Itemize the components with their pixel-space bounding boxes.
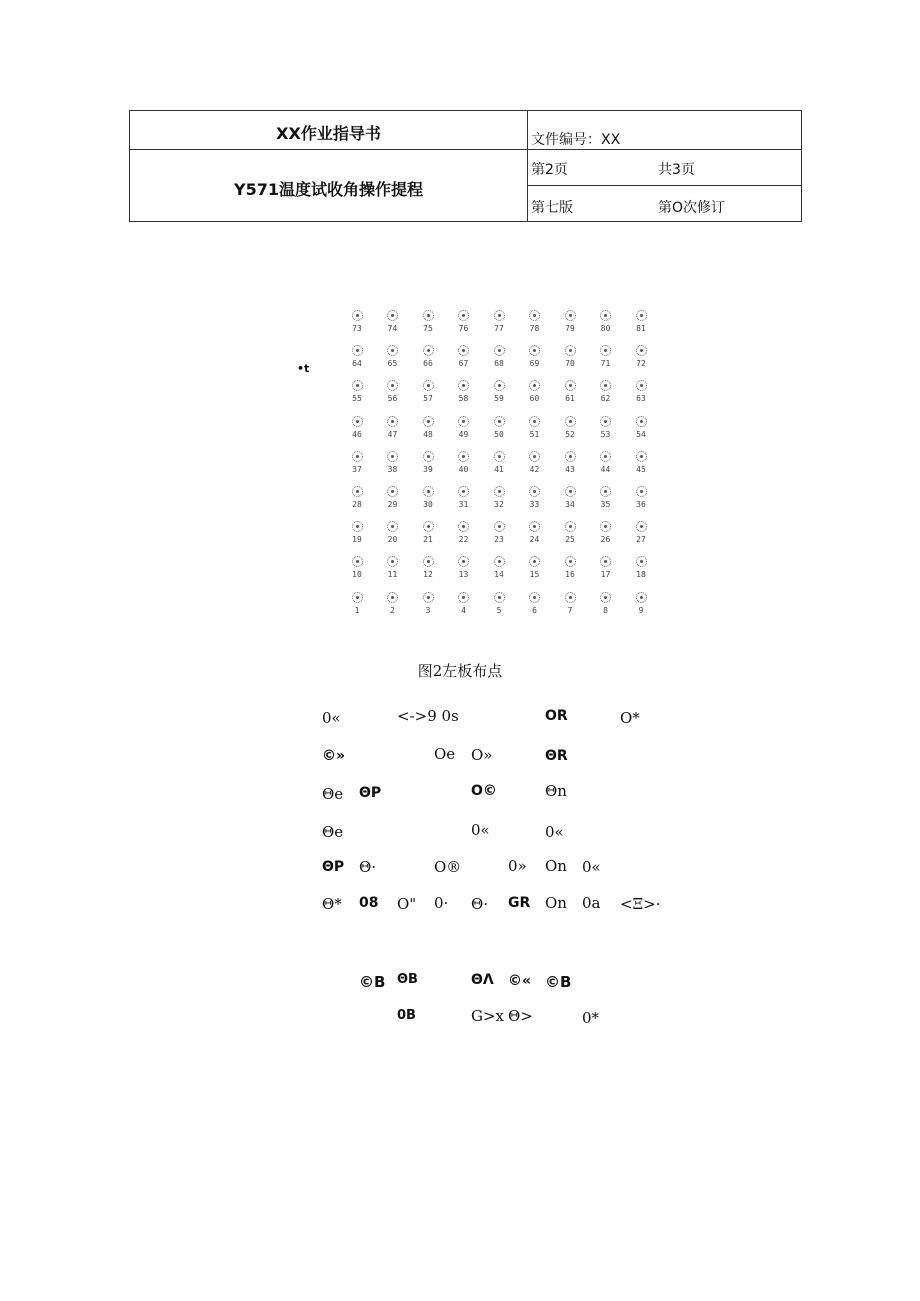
table-divider: [527, 149, 801, 150]
symbol-text: Oe: [434, 745, 456, 763]
target-circle-icon: [387, 345, 398, 356]
symbol-text: ©»: [322, 748, 346, 764]
point-number: 60: [529, 394, 540, 404]
point-number: 59: [494, 394, 504, 404]
point-number: 52: [565, 429, 575, 439]
measurement-point: [446, 451, 482, 474]
target-circle-icon: [458, 345, 469, 356]
measurement-point: [375, 310, 411, 333]
point-number: 37: [352, 464, 362, 474]
target-circle-icon: [600, 486, 611, 497]
point-number: 77: [494, 324, 504, 333]
target-circle-icon: [529, 451, 540, 462]
target-circle-icon: [636, 416, 647, 427]
measurement-point: [339, 416, 375, 439]
point-number: 54: [636, 429, 646, 439]
target-circle-icon: [458, 486, 469, 497]
point-number: 45: [636, 464, 646, 474]
symbol-text: Θe: [322, 785, 344, 803]
target-circle-icon: [636, 521, 647, 532]
target-circle-icon: [387, 486, 398, 497]
point-number: 55: [352, 394, 362, 404]
point-number: 75: [423, 324, 433, 333]
target-circle-icon: [387, 310, 398, 321]
symbol-text: 08: [359, 895, 379, 911]
point-number: 71: [600, 359, 611, 369]
symbol-text: 0B: [397, 1008, 416, 1023]
point-number: 2: [390, 605, 395, 615]
point-number: 72: [636, 359, 646, 369]
target-circle-icon: [458, 310, 469, 321]
point-number: 68: [494, 359, 504, 369]
target-circle-icon: [494, 416, 505, 427]
point-number: 56: [387, 394, 398, 404]
target-circle-icon: [423, 592, 434, 603]
symbol-text: ΘR: [545, 748, 568, 764]
measurement-point: [623, 451, 659, 474]
point-number: 74: [387, 324, 398, 333]
measurement-point: [552, 416, 588, 439]
point-number: 33: [529, 500, 540, 509]
measurement-point: [481, 416, 517, 439]
target-circle-icon: [600, 345, 611, 356]
target-circle-icon: [600, 416, 611, 427]
point-number: 1: [354, 605, 360, 615]
point-number: 22: [458, 535, 469, 545]
symbol-text: 0·: [434, 894, 449, 912]
measurement-point: [481, 592, 517, 615]
measurement-point: [339, 380, 375, 403]
target-circle-icon: [494, 451, 505, 462]
point-number: 10: [352, 570, 362, 580]
point-number: 57: [423, 394, 433, 404]
point-number: 43: [565, 464, 575, 474]
symbol-text: 0«: [582, 858, 601, 876]
target-circle-icon: [565, 380, 576, 391]
procedure-title: Y571温度试收角操作提程: [234, 180, 423, 199]
target-circle-icon: [494, 592, 505, 603]
point-number: 41: [494, 464, 504, 474]
target-circle-icon: [636, 310, 647, 321]
measurement-point: [410, 521, 446, 544]
symbol-text: O®: [434, 858, 462, 876]
point-number: 67: [458, 359, 469, 369]
symbol-text: O": [397, 895, 417, 913]
point-number: 31: [458, 500, 469, 509]
table-divider: [527, 185, 801, 186]
measurement-point: [446, 416, 482, 439]
measurement-point: [446, 310, 482, 333]
target-circle-icon: [565, 486, 576, 497]
measurement-point: [410, 486, 446, 509]
measurement-point: [588, 521, 624, 544]
header-table: [129, 110, 802, 222]
revision: 第O次修订: [658, 200, 726, 216]
symbol-text: 0«: [545, 823, 564, 841]
measurement-point: [410, 416, 446, 439]
measurement-point: [588, 592, 624, 615]
symbol-text: G>x: [471, 1007, 505, 1025]
measurement-point: [517, 451, 553, 474]
point-number: 26: [600, 535, 611, 545]
point-number: 49: [458, 429, 469, 439]
point-number: 79: [565, 324, 575, 333]
symbol-text: ΘΛ: [471, 972, 494, 988]
target-circle-icon: [565, 451, 576, 462]
symbol-text: On: [545, 857, 567, 875]
measurement-point: [517, 416, 553, 439]
symbol-text: <->9 0s: [397, 707, 459, 725]
measurement-point: [339, 556, 375, 579]
measurement-point: [375, 556, 411, 579]
target-circle-icon: [565, 521, 576, 532]
point-number: 50: [494, 429, 504, 439]
symbol-text: ΘB: [397, 972, 418, 987]
point-number: 9: [638, 605, 644, 615]
measurement-point: [446, 592, 482, 615]
target-circle-icon: [529, 486, 540, 497]
point-number: 24: [529, 535, 540, 545]
target-circle-icon: [423, 521, 434, 532]
point-number: 61: [565, 394, 575, 404]
target-circle-icon: [423, 486, 434, 497]
measurement-point: [375, 380, 411, 403]
measurement-point: [375, 416, 411, 439]
symbol-text: <Ξ>·: [620, 895, 661, 913]
point-number: 38: [387, 464, 398, 474]
measurement-point: [375, 592, 411, 615]
measurement-point: [410, 451, 446, 474]
point-number: 7: [567, 605, 573, 615]
measurement-point: [623, 521, 659, 544]
measurement-point: [623, 345, 659, 368]
point-number: 8: [603, 605, 608, 615]
point-number: 48: [423, 429, 433, 439]
symbol-text: OR: [545, 708, 568, 724]
symbol-text: Θ·: [471, 895, 489, 913]
target-circle-icon: [352, 310, 363, 321]
symbol-text: O*: [620, 709, 640, 727]
measurement-point: [410, 345, 446, 368]
target-circle-icon: [600, 380, 611, 391]
measurement-point: [481, 345, 517, 368]
measurement-point: [375, 521, 411, 544]
point-number: 32: [494, 500, 504, 509]
symbol-text: ΘP: [359, 785, 382, 801]
target-circle-icon: [458, 380, 469, 391]
point-number: 40: [458, 464, 469, 474]
target-circle-icon: [494, 380, 505, 391]
target-circle-icon: [529, 521, 540, 532]
measurement-point: [517, 521, 553, 544]
target-circle-icon: [387, 592, 398, 603]
point-number: 69: [529, 359, 540, 369]
target-circle-icon: [423, 556, 434, 567]
measurement-point: [446, 380, 482, 403]
target-circle-icon: [387, 451, 398, 462]
measurement-point: [552, 556, 588, 579]
point-number: 23: [494, 535, 504, 545]
measurement-point: [517, 556, 553, 579]
measurement-point: [339, 521, 375, 544]
measurement-point-grid: [339, 310, 659, 626]
target-circle-icon: [494, 521, 505, 532]
symbol-text: 0«: [322, 709, 341, 727]
point-number: 6: [532, 605, 537, 615]
measurement-point: [552, 592, 588, 615]
target-circle-icon: [458, 416, 469, 427]
target-circle-icon: [352, 451, 363, 462]
symbol-text: 0*: [582, 1009, 600, 1027]
target-circle-icon: [494, 556, 505, 567]
measurement-point: [588, 416, 624, 439]
target-circle-icon: [458, 592, 469, 603]
symbol-text: ©B: [545, 973, 572, 991]
measurement-point: [623, 556, 659, 579]
point-number: 65: [387, 359, 398, 369]
measurement-point: [588, 556, 624, 579]
target-circle-icon: [387, 416, 398, 427]
point-number: 47: [387, 429, 398, 439]
point-number: 5: [496, 605, 502, 615]
table-divider: [527, 111, 528, 221]
target-circle-icon: [600, 310, 611, 321]
point-number: 44: [600, 464, 611, 474]
side-mark: •t: [297, 362, 310, 375]
target-circle-icon: [352, 380, 363, 391]
measurement-point: [446, 521, 482, 544]
target-circle-icon: [458, 556, 469, 567]
target-circle-icon: [494, 486, 505, 497]
point-number: 17: [600, 570, 611, 580]
target-circle-icon: [565, 556, 576, 567]
point-number: 58: [458, 394, 469, 404]
target-circle-icon: [636, 380, 647, 391]
measurement-point: [552, 521, 588, 544]
edition: 第七版: [531, 200, 573, 216]
point-number: 20: [387, 535, 398, 545]
point-number: 64: [352, 359, 362, 369]
symbol-text: Θn: [545, 782, 567, 800]
doc-number: 文件编号：XX: [531, 132, 621, 148]
measurement-point: [552, 451, 588, 474]
target-circle-icon: [636, 486, 647, 497]
measurement-point: [588, 380, 624, 403]
symbol-text: On: [545, 894, 567, 912]
measurement-point: [517, 592, 553, 615]
target-circle-icon: [423, 380, 434, 391]
point-number: 53: [600, 429, 611, 439]
symbol-text: 0«: [471, 821, 490, 839]
point-number: 35: [600, 500, 611, 509]
measurement-point: [410, 310, 446, 333]
point-number: 3: [425, 605, 431, 615]
target-circle-icon: [565, 345, 576, 356]
point-number: 73: [352, 324, 362, 333]
target-circle-icon: [423, 345, 434, 356]
measurement-point: [446, 556, 482, 579]
target-circle-icon: [565, 416, 576, 427]
point-number: 81: [636, 324, 646, 333]
point-number: 11: [387, 570, 398, 580]
target-circle-icon: [529, 556, 540, 567]
point-number: 78: [529, 324, 540, 333]
measurement-point: [517, 486, 553, 509]
point-number: 25: [565, 535, 575, 545]
target-circle-icon: [529, 592, 540, 603]
measurement-point: [481, 380, 517, 403]
measurement-point: [446, 486, 482, 509]
measurement-point: [339, 310, 375, 333]
measurement-point: [623, 592, 659, 615]
page-total: 共3页: [658, 162, 695, 178]
target-circle-icon: [352, 592, 363, 603]
target-circle-icon: [387, 521, 398, 532]
target-circle-icon: [600, 521, 611, 532]
figure-caption: 图2左板布点: [417, 662, 503, 680]
doc-title: XX作业指导书: [276, 124, 381, 143]
measurement-point: [588, 310, 624, 333]
point-number: 70: [565, 359, 575, 369]
measurement-point: [339, 345, 375, 368]
target-circle-icon: [636, 345, 647, 356]
measurement-point: [623, 486, 659, 509]
point-number: 34: [565, 500, 575, 509]
measurement-point: [339, 451, 375, 474]
point-number: 63: [636, 394, 646, 404]
point-number: 14: [494, 570, 504, 580]
point-number: 62: [600, 394, 611, 404]
point-number: 28: [352, 500, 362, 509]
point-number: 46: [352, 429, 362, 439]
target-circle-icon: [458, 521, 469, 532]
measurement-point: [552, 345, 588, 368]
measurement-point: [481, 556, 517, 579]
symbol-text: Θe: [322, 823, 344, 841]
target-circle-icon: [423, 310, 434, 321]
target-circle-icon: [600, 451, 611, 462]
point-number: 19: [352, 535, 362, 545]
measurement-point: [552, 310, 588, 333]
measurement-point: [517, 310, 553, 333]
measurement-point: [552, 380, 588, 403]
symbol-text: Θ·: [359, 858, 377, 876]
point-number: 39: [423, 464, 433, 474]
target-circle-icon: [352, 521, 363, 532]
symbol-text: Θ*: [322, 895, 342, 913]
target-circle-icon: [529, 310, 540, 321]
measurement-point: [481, 310, 517, 333]
target-circle-icon: [352, 556, 363, 567]
measurement-point: [410, 556, 446, 579]
point-number: 18: [636, 570, 646, 580]
page-number: 第2页: [531, 162, 568, 178]
measurement-point: [375, 345, 411, 368]
measurement-point: [588, 451, 624, 474]
target-circle-icon: [387, 556, 398, 567]
measurement-point: [623, 416, 659, 439]
target-circle-icon: [600, 556, 611, 567]
target-circle-icon: [529, 345, 540, 356]
point-number: 12: [423, 570, 433, 580]
measurement-point: [588, 345, 624, 368]
target-circle-icon: [423, 416, 434, 427]
target-circle-icon: [565, 310, 576, 321]
point-number: 4: [461, 605, 466, 615]
target-circle-icon: [636, 592, 647, 603]
point-number: 42: [529, 464, 540, 474]
point-number: 51: [529, 429, 540, 439]
measurement-point: [517, 345, 553, 368]
measurement-point: [375, 451, 411, 474]
target-circle-icon: [352, 486, 363, 497]
measurement-point: [339, 486, 375, 509]
point-number: 16: [565, 570, 575, 580]
target-circle-icon: [494, 345, 505, 356]
target-circle-icon: [387, 380, 398, 391]
symbol-text: ©«: [508, 973, 532, 989]
symbol-text: Θ>: [508, 1007, 533, 1025]
target-circle-icon: [600, 592, 611, 603]
target-circle-icon: [458, 451, 469, 462]
symbol-text: 0a: [582, 894, 601, 912]
point-number: 36: [636, 500, 646, 509]
measurement-point: [623, 380, 659, 403]
point-number: 27: [636, 535, 646, 545]
target-circle-icon: [352, 345, 363, 356]
measurement-point: [481, 486, 517, 509]
symbol-text: 0»: [508, 857, 527, 875]
measurement-point: [481, 451, 517, 474]
point-number: 15: [529, 570, 540, 580]
measurement-point: [517, 380, 553, 403]
point-number: 21: [423, 535, 433, 545]
symbol-text: O»: [471, 746, 493, 764]
target-circle-icon: [636, 451, 647, 462]
target-circle-icon: [529, 416, 540, 427]
measurement-point: [481, 521, 517, 544]
point-number: 80: [600, 324, 611, 333]
measurement-point: [339, 592, 375, 615]
point-number: 76: [458, 324, 469, 333]
measurement-point: [410, 380, 446, 403]
target-circle-icon: [636, 556, 647, 567]
measurement-point: [410, 592, 446, 615]
symbol-text: O©: [471, 783, 497, 799]
measurement-point: [552, 486, 588, 509]
point-number: 30: [423, 500, 433, 509]
point-number: 66: [423, 359, 433, 369]
point-number: 29: [387, 500, 398, 509]
table-divider: [130, 149, 527, 150]
measurement-point: [623, 310, 659, 333]
symbol-text: ΘP: [322, 859, 345, 875]
target-circle-icon: [423, 451, 434, 462]
target-circle-icon: [352, 416, 363, 427]
target-circle-icon: [565, 592, 576, 603]
point-number: 13: [458, 570, 469, 580]
symbol-text: GR: [508, 895, 531, 911]
symbol-text: ©B: [359, 973, 386, 991]
measurement-point: [588, 486, 624, 509]
target-circle-icon: [529, 380, 540, 391]
target-circle-icon: [494, 310, 505, 321]
measurement-point: [446, 345, 482, 368]
measurement-point: [375, 486, 411, 509]
